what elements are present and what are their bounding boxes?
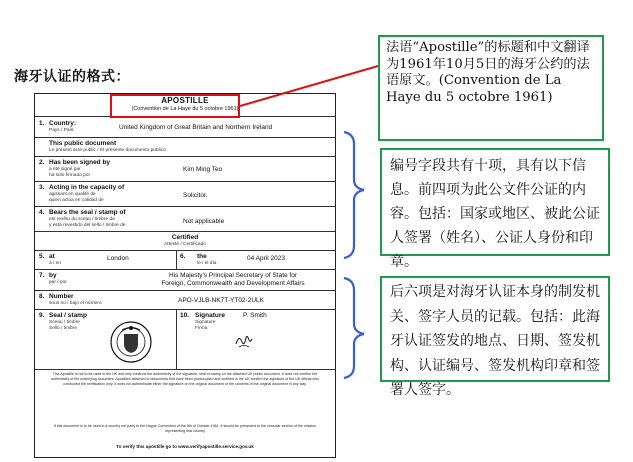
field-3-number: 3. — [39, 184, 45, 191]
field-10-sublabel: Signature Firma — [195, 320, 216, 331]
field-4-label: Bears the seal / stamp of — [49, 209, 126, 216]
note-1-text: 法语“Apostille”的标题和中文翻译为1961年10月5日的海牙公约的法语原文。(Convention de La Haye du 5 octobre 1961) — [386, 40, 590, 105]
field-6-number: 6. — [180, 253, 186, 260]
field-2-label: Has been signed by — [49, 159, 111, 166]
field-9-number: 9. — [39, 312, 45, 319]
field-5-label: at — [49, 253, 55, 260]
field-8-number: 8. — [39, 293, 45, 300]
certified-sublabel: Attesté / Certificado — [164, 242, 206, 247]
footer-disclaimer: This Apostille is not to be used in the UK and only confirms the authenticity of the signature, seal or stamp on the attached UK public document. It does not confirm the authenticity of the underlying document. Apostilles attached to documents that have been photocopied and certified in the UK confirm the signature of the UK official who conducted the certification only. It does not authenticate either the signature on the original document or the contents of the original document in any way. — [50, 372, 320, 386]
certified-label: Certified — [171, 234, 199, 241]
field-1-sublabel: Pays / País: — [49, 128, 75, 133]
page-heading: 海牙认证的格式： — [14, 69, 130, 85]
field-6-label: the — [197, 253, 207, 260]
public-document-label: This public document — [49, 140, 117, 147]
field-1-label: Country: — [49, 120, 77, 127]
footer-verify-url: To verify this apostille go to www.verifyapostille.service.gov.uk — [116, 444, 254, 449]
field-2-value: Kim Ming Teo — [183, 166, 223, 173]
pointer-arrow — [238, 60, 383, 110]
public-document-sublabel: Le présent acte public / El presente documento público — [49, 148, 166, 153]
note-3-text: 后六项是对海牙认证本身的制发机关、签字人员的记载。包括：此海牙认证签发的地点、日期、签发机构、认证编号、签发机构印章和签署人签字。 — [390, 284, 600, 398]
field-6-sublabel: le / el día — [197, 261, 217, 266]
field-7-number: 7. — [39, 272, 45, 279]
field-8-value: APO-VJLB-NK7T-YT02-2ULK — [178, 297, 264, 304]
field-3-label: Acting in the capacity of — [49, 184, 125, 191]
field-7-value: His Majesty's Principal Secretary of State for Foreign, Commonwealth and Development Affairs — [161, 272, 305, 287]
field-3-sublabel: agissant en qualité de quien actúa en calidad de — [49, 192, 104, 203]
apostille-title: APOSTILLE — [161, 96, 209, 105]
note-title-explanation — [378, 35, 604, 141]
field-5-value: London — [107, 255, 129, 262]
field-2-sublabel: a été signé par ha sido firmado por — [49, 167, 91, 178]
field-8-label: Number — [49, 293, 74, 300]
apostille-subtitle: (Convention de La Haye du 5 octobre 1961) — [131, 106, 239, 112]
field-5-number: 5. — [39, 253, 45, 260]
royal-seal-icon — [109, 320, 153, 364]
field-6-value: 04 April 2023 — [247, 255, 285, 262]
field-2-number: 2. — [39, 159, 45, 166]
footer-hague-note: If this document is to be used in a country not party to the Hague Convention of the 5th of October 1961, it should be presented to the consular section of the mission representing that country — [53, 424, 317, 433]
field-1-value: United Kingdom of Great Britain and Northern Ireland — [119, 124, 273, 131]
field-7-label: by — [49, 272, 57, 279]
field-10-value: P. Smith — [243, 312, 267, 319]
field-4-sublabel: est revêtu du sceau / timbre de y está revestido del sello / timbre de — [49, 217, 126, 228]
signature-icon — [233, 330, 255, 350]
field-3-value: Solicitor. — [183, 192, 208, 199]
field-8-sublabel: sous no / bajo el número — [49, 301, 102, 306]
note-first-four-fields — [380, 148, 610, 270]
field-1-number: 1. — [39, 120, 45, 127]
field-9-label: Seal / stamp — [49, 312, 87, 319]
field-10-label: Signature — [195, 312, 225, 319]
field-9-sublabel: Sceau / timbre Sello / timbre — [49, 320, 80, 331]
note-last-six-fields — [380, 276, 610, 398]
title-highlight-box — [110, 94, 240, 118]
apostille-certificate — [34, 93, 336, 458]
field-4-number: 4. — [39, 209, 45, 216]
field-7-sublabel: par / por — [49, 280, 67, 285]
field-5-sublabel: à / en — [49, 261, 62, 266]
field-10-number: 10. — [180, 312, 190, 319]
note-2-text: 编号字段共有十项，具有以下信息。前四项为此公文件公证的内容。包括：国家或地区、被此公证人签署（姓名）、公证人身份和印章。 — [390, 158, 600, 270]
field-4-value: Not applicable — [183, 218, 225, 225]
